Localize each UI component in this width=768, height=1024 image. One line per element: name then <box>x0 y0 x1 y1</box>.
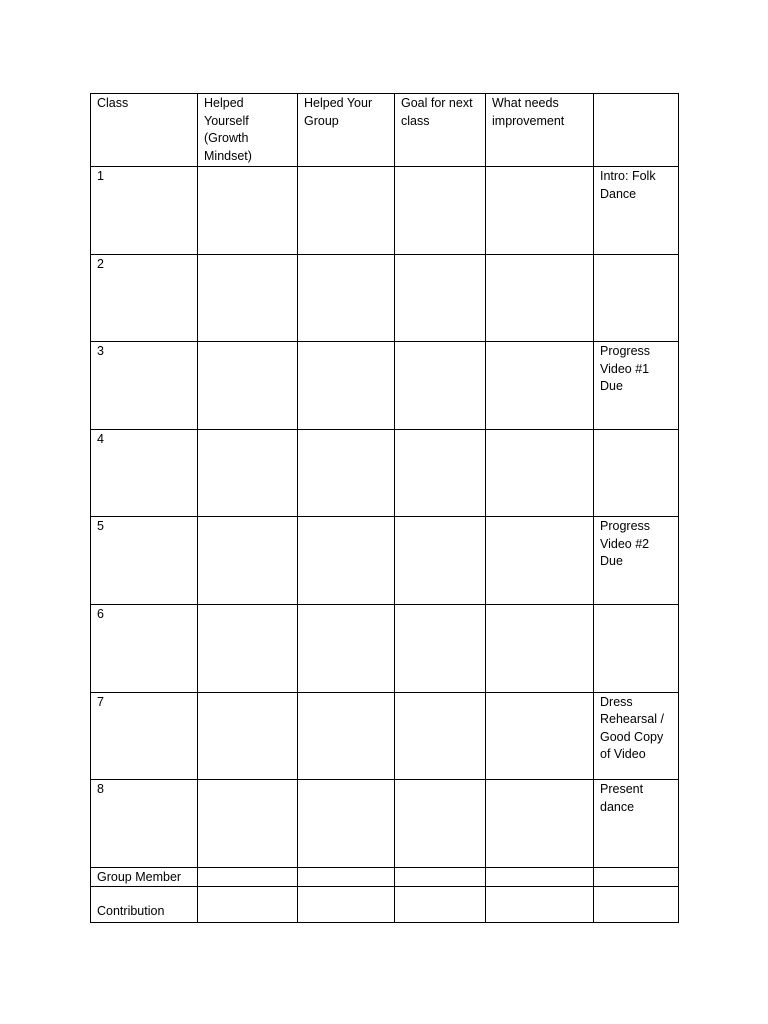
helped-yourself-cell[interactable] <box>198 780 298 868</box>
class-number: 8 <box>97 782 104 797</box>
class-number: 7 <box>97 694 104 709</box>
goal-cell[interactable] <box>395 692 486 780</box>
goal-cell[interactable] <box>395 167 486 255</box>
class-note: Progress Video #1 Due <box>600 344 651 394</box>
group-member-label: Group Member <box>97 869 182 884</box>
contribution-cell[interactable] <box>395 886 486 922</box>
header-class <box>91 94 198 167</box>
contribution-cell[interactable] <box>486 886 594 922</box>
helped-yourself-cell[interactable] <box>198 254 298 342</box>
class-number-cell <box>91 604 198 692</box>
helped-yourself-cell[interactable] <box>198 692 298 780</box>
class-number: 3 <box>97 344 104 359</box>
table-row <box>91 429 679 517</box>
note-cell <box>594 604 679 692</box>
group-member-cell[interactable] <box>486 867 594 886</box>
improvement-cell[interactable] <box>486 342 594 430</box>
helped-yourself-cell[interactable] <box>198 517 298 605</box>
group-member-cell[interactable] <box>594 867 679 886</box>
improvement-cell[interactable] <box>486 692 594 780</box>
contribution-label-cell <box>91 886 198 922</box>
contribution-cell[interactable] <box>298 886 395 922</box>
class-note: Intro: Folk Dance <box>600 169 656 201</box>
helped-yourself-cell[interactable] <box>198 604 298 692</box>
group-member-label-cell <box>91 867 198 886</box>
table-row <box>91 167 679 255</box>
helped-group-cell[interactable] <box>298 692 395 780</box>
note-cell <box>594 780 679 868</box>
note-cell <box>594 692 679 780</box>
class-number-cell <box>91 254 198 342</box>
class-note: Dress Rehearsal / Good Copy of Video <box>600 694 664 762</box>
class-number: 4 <box>97 431 104 446</box>
group-member-row <box>91 867 679 886</box>
goal-cell[interactable] <box>395 604 486 692</box>
header-helped-group <box>298 94 395 167</box>
contribution-cell[interactable] <box>594 886 679 922</box>
improvement-cell[interactable] <box>486 254 594 342</box>
improvement-cell[interactable] <box>486 780 594 868</box>
class-number-cell <box>91 429 198 517</box>
header-goal-label: Goal for next class <box>401 96 473 128</box>
improvement-cell[interactable] <box>486 429 594 517</box>
table-row <box>91 604 679 692</box>
helped-group-cell[interactable] <box>298 517 395 605</box>
table-row <box>91 780 679 868</box>
reflection-table <box>90 93 679 923</box>
improvement-cell[interactable] <box>486 517 594 605</box>
helped-yourself-cell[interactable] <box>198 429 298 517</box>
header-goal <box>395 94 486 167</box>
class-number: 2 <box>97 256 104 271</box>
header-row <box>91 94 679 167</box>
header-notes <box>594 94 679 167</box>
table-row <box>91 517 679 605</box>
header-helped-group-label: Helped Your Group <box>304 96 373 128</box>
helped-group-cell[interactable] <box>298 780 395 868</box>
group-member-cell[interactable] <box>395 867 486 886</box>
goal-cell[interactable] <box>395 342 486 430</box>
goal-cell[interactable] <box>395 517 486 605</box>
header-improvement <box>486 94 594 167</box>
helped-group-cell[interactable] <box>298 604 395 692</box>
table-row <box>91 342 679 430</box>
contribution-label: Contribution <box>97 904 165 919</box>
note-cell <box>594 254 679 342</box>
contribution-cell[interactable] <box>198 886 298 922</box>
class-number: 1 <box>97 169 104 183</box>
header-helped-yourself-label: Helped Yourself (Growth Mindset) <box>204 96 252 163</box>
class-number-cell <box>91 517 198 605</box>
helped-group-cell[interactable] <box>298 254 395 342</box>
class-note: Progress Video #2 Due <box>600 519 651 569</box>
note-cell <box>594 167 679 255</box>
header-class-label: Class <box>97 96 129 110</box>
group-member-cell[interactable] <box>298 867 395 886</box>
contribution-row <box>91 886 679 922</box>
helped-group-cell[interactable] <box>298 167 395 255</box>
helped-yourself-cell[interactable] <box>198 342 298 430</box>
class-note: Present dance <box>600 782 644 814</box>
class-number-cell <box>91 692 198 780</box>
table-row <box>91 254 679 342</box>
note-cell <box>594 429 679 517</box>
improvement-cell[interactable] <box>486 604 594 692</box>
group-member-cell[interactable] <box>198 867 298 886</box>
class-number-cell <box>91 167 198 255</box>
goal-cell[interactable] <box>395 780 486 868</box>
class-number-cell <box>91 780 198 868</box>
note-cell <box>594 517 679 605</box>
class-number: 5 <box>97 519 104 534</box>
improvement-cell[interactable] <box>486 167 594 255</box>
goal-cell[interactable] <box>395 429 486 517</box>
table-row <box>91 692 679 780</box>
helped-yourself-cell[interactable] <box>198 167 298 255</box>
header-helped-yourself <box>198 94 298 167</box>
goal-cell[interactable] <box>395 254 486 342</box>
header-improvement-label: What needs improvement <box>492 96 565 128</box>
helped-group-cell[interactable] <box>298 429 395 517</box>
note-cell <box>594 342 679 430</box>
class-number-cell <box>91 342 198 430</box>
helped-group-cell[interactable] <box>298 342 395 430</box>
class-number: 6 <box>97 606 104 621</box>
